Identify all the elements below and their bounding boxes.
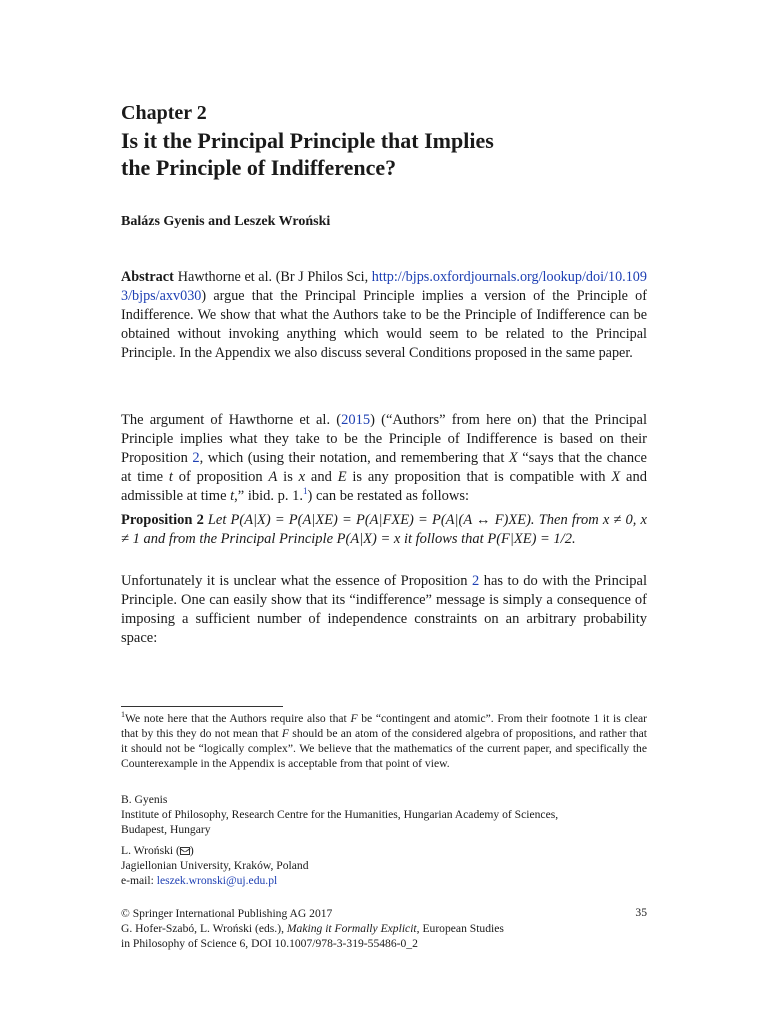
email-label: e-mail: <box>121 874 157 887</box>
p1-text: , which (using their notation, and remembering that <box>199 450 509 467</box>
abstract-text-before-link: Hawthorne et al. (Br J Philos Sci, <box>177 269 372 285</box>
proposition-statement: Let P(A|X) = P(A|XE) = P(A|FXE) = P(A|(A ↔ F)XE). Then from x ≠ 0, x ≠ 1 and from the Principal Principle P(A|X) = x it follows that P(F|XE) = 1/2. <box>121 512 647 548</box>
math-var: X <box>611 469 621 486</box>
citation-text: , European Studies <box>416 922 504 935</box>
p1-text: of proposition <box>172 469 269 486</box>
chapter-title <box>121 127 641 181</box>
abstract-doi-link[interactable]: http://bjps.oxfordjournals.org/lookup/doi/10.1093/bjps/axv030 <box>121 269 647 305</box>
p1-text: ,” ibid. p. 1. <box>234 488 304 505</box>
citation-link-2015[interactable]: 2015 <box>341 412 371 428</box>
abstract <box>121 268 647 363</box>
abstract-text-after-link: ) argue that the Principal Principle implies a version of the Principle of Indifference. We show that what the Authors take to be the Principle of Indifference can be obtained without invoking anything which would seem to be related to the Principal Principle. In the Appendix we also discuss several Conditions proposed in the same paper. <box>121 288 647 362</box>
chapter-label: Chapter 2 <box>121 102 207 124</box>
author-name-line <box>121 843 647 858</box>
paragraph-2 <box>121 572 647 648</box>
copyright-line: © Springer International Publishing AG 2017 <box>121 907 333 920</box>
p2-text: has to do with the Principal Principle. One can easily show that its “indifference” message is simply a consequence of imposing a sufficient number of independence constraints on an arbitrary probability space: <box>121 573 648 647</box>
p1-text: and <box>305 469 338 486</box>
paragraph-1 <box>121 411 647 506</box>
chapter-title-line1: Is it the Principal Principle that Implies <box>121 128 494 153</box>
proposition-label: Proposition 2 <box>121 512 204 528</box>
math-var: x <box>298 469 306 486</box>
proposition-2 <box>121 511 647 549</box>
p2-text: Unfortunately it is unclear what the essence of Proposition <box>121 573 473 589</box>
p1-text: and admissible at time <box>121 469 647 505</box>
footnote-divider <box>121 706 283 707</box>
copyright-block <box>121 906 647 951</box>
p1-text: The argument of Hawthorne et al. ( <box>121 412 342 428</box>
author-name: B. Gyenis <box>121 793 168 806</box>
math-var: F <box>350 712 358 725</box>
affiliation-wronski <box>121 843 647 888</box>
p1-text: ) (“Authors” from here on) that the Principal Principle implies what they take to be the Principle of Indifference is based on their Proposition <box>121 412 648 467</box>
affiliation-line: Institute of Philosophy, Research Centre for the Humanities, Hungarian Academy of Sciences, <box>121 808 559 821</box>
book-title: Making it Formally Explicit <box>286 922 417 935</box>
page-number: 35 <box>635 906 647 919</box>
footnote-text: be “contingent and atomic”. From their footnote 1 it is clear that by this they do not mean that <box>121 712 648 740</box>
doi-line: in Philosophy of Science 6, DOI 10.1007/978-3-319-55486-0_2 <box>121 937 418 950</box>
footnote-ref-link[interactable]: 1 <box>303 486 308 497</box>
math-var: E <box>337 469 347 486</box>
email-link[interactable]: leszek.wronski@uj.edu.pl <box>156 874 278 887</box>
affiliation-gyenis <box>121 792 647 837</box>
p1-text: ) can be restated as follows: <box>307 488 470 505</box>
affiliation-line: Budapest, Hungary <box>121 823 211 836</box>
author-name: L. Wroński ( <box>121 844 180 857</box>
math-var: t <box>168 469 173 486</box>
footnote-text: should be an atom of the considered algebra of propositions, and rather that it should not be “logically complex”. We believe that the mathematics of the current paper, and specifically the Counterexample in the Appendix is acceptable from that point of view. <box>121 727 647 770</box>
p1-text: is <box>277 469 299 486</box>
math-var: t <box>230 488 235 505</box>
citation-text: G. Hofer-Szabó, L. Wroński (eds.), <box>121 922 287 935</box>
envelope-icon <box>180 847 190 855</box>
p1-text: is any proposition that is compatible with <box>346 469 612 486</box>
footnote-text: We note here that the Authors require also that <box>125 712 351 725</box>
citation-line <box>121 921 647 936</box>
authors: Balázs Gyenis and Leszek Wroński <box>121 214 331 229</box>
chapter-title-line2: the Principle of Indifference? <box>121 155 397 180</box>
footnote-1 <box>121 711 647 771</box>
affiliation-line: Jagiellonian University, Kraków, Poland <box>121 859 309 872</box>
author-name-end: ) <box>189 844 194 857</box>
email-line <box>121 873 647 888</box>
math-var: X <box>508 450 518 467</box>
abstract-label: Abstract <box>121 269 174 285</box>
proposition-ref-link[interactable]: 2 <box>192 450 200 467</box>
math-var: F <box>281 727 290 740</box>
footnote-marker: 1 <box>121 710 125 720</box>
math-var: A <box>268 469 278 486</box>
p1-text: “says that the chance at time <box>121 450 647 486</box>
proposition-ref-link[interactable]: 2 <box>472 573 480 589</box>
